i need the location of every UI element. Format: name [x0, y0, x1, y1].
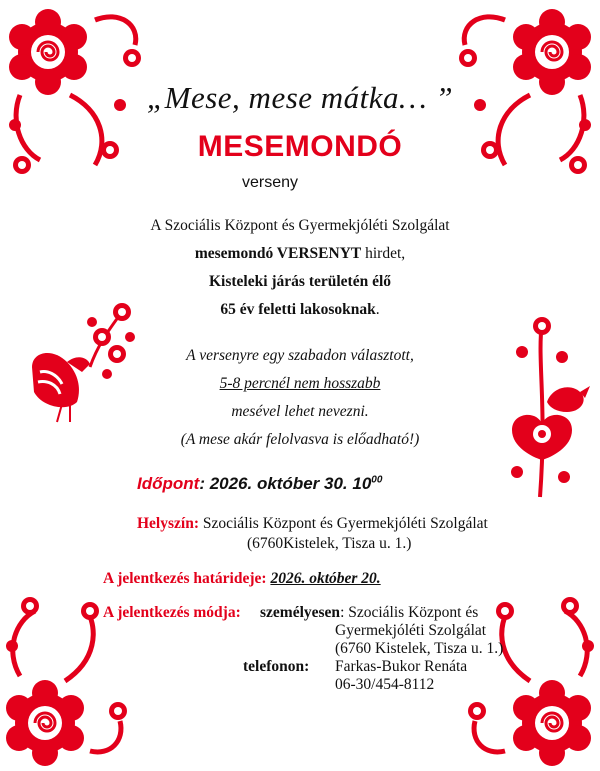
- rules-line-3: mesével lehet nevezni.: [231, 403, 369, 420]
- deadline-label: A jelentkezés határideje:: [103, 570, 271, 587]
- event-date: [137, 474, 382, 494]
- event-place: [137, 514, 488, 554]
- event-date-value: : 2026. október 30. 10: [199, 474, 372, 493]
- intro-paragraph: [0, 212, 600, 324]
- method-in-person-label: személyesen: [260, 604, 341, 621]
- poster-title: „Mese, mese mátka… ”: [146, 80, 454, 115]
- method-phone-name: Farkas-Bukor Renáta: [335, 658, 468, 675]
- intro-line-3: Kisteleki járás területén élő: [208, 273, 392, 290]
- method-in-person-line-1: : Szociális Központ és: [340, 604, 479, 621]
- rules-line-4: (A mese akár felolvasva is előadható!): [180, 431, 420, 448]
- registration-deadline: [103, 570, 381, 588]
- place-value: Szociális Központ és Gyermekjóléti Szolgálat: [199, 515, 488, 532]
- poster-headline: MESEMONDÓ: [197, 130, 403, 163]
- method-phone-label: telefonon:: [243, 658, 310, 675]
- intro-line-2: mesemondó VERSENYT hirdet,: [194, 245, 406, 262]
- intro-line-4: 65 év feletti lakosoknak.: [220, 301, 380, 318]
- intro-line-1: A Szociális Központ és Gyermekjóléti Szolgálat: [150, 217, 450, 234]
- event-date-minutes: 00: [371, 474, 383, 486]
- event-date-label: Időpont: [137, 474, 200, 493]
- rules-line-1: A versenyre egy szabadon választott,: [186, 347, 414, 364]
- place-address: (6760Kistelek, Tisza u. 1.): [247, 535, 412, 552]
- method-in-person-line-3: (6760 Kistelek, Tisza u. 1.): [335, 640, 504, 657]
- deadline-value: 2026. október 20.: [270, 570, 381, 587]
- poster-subhead: verseny: [242, 174, 299, 191]
- method-phone-number: 06-30/454-8112: [335, 676, 435, 693]
- rules-line-2: 5-8 percnél nem hosszabb: [219, 375, 381, 392]
- method-in-person-line-2: Gyermekjóléti Szolgálat: [335, 622, 487, 639]
- rules-paragraph: [0, 342, 600, 454]
- method-label: A jelentkezés módja:: [103, 604, 241, 621]
- place-label: Helyszín:: [137, 515, 199, 532]
